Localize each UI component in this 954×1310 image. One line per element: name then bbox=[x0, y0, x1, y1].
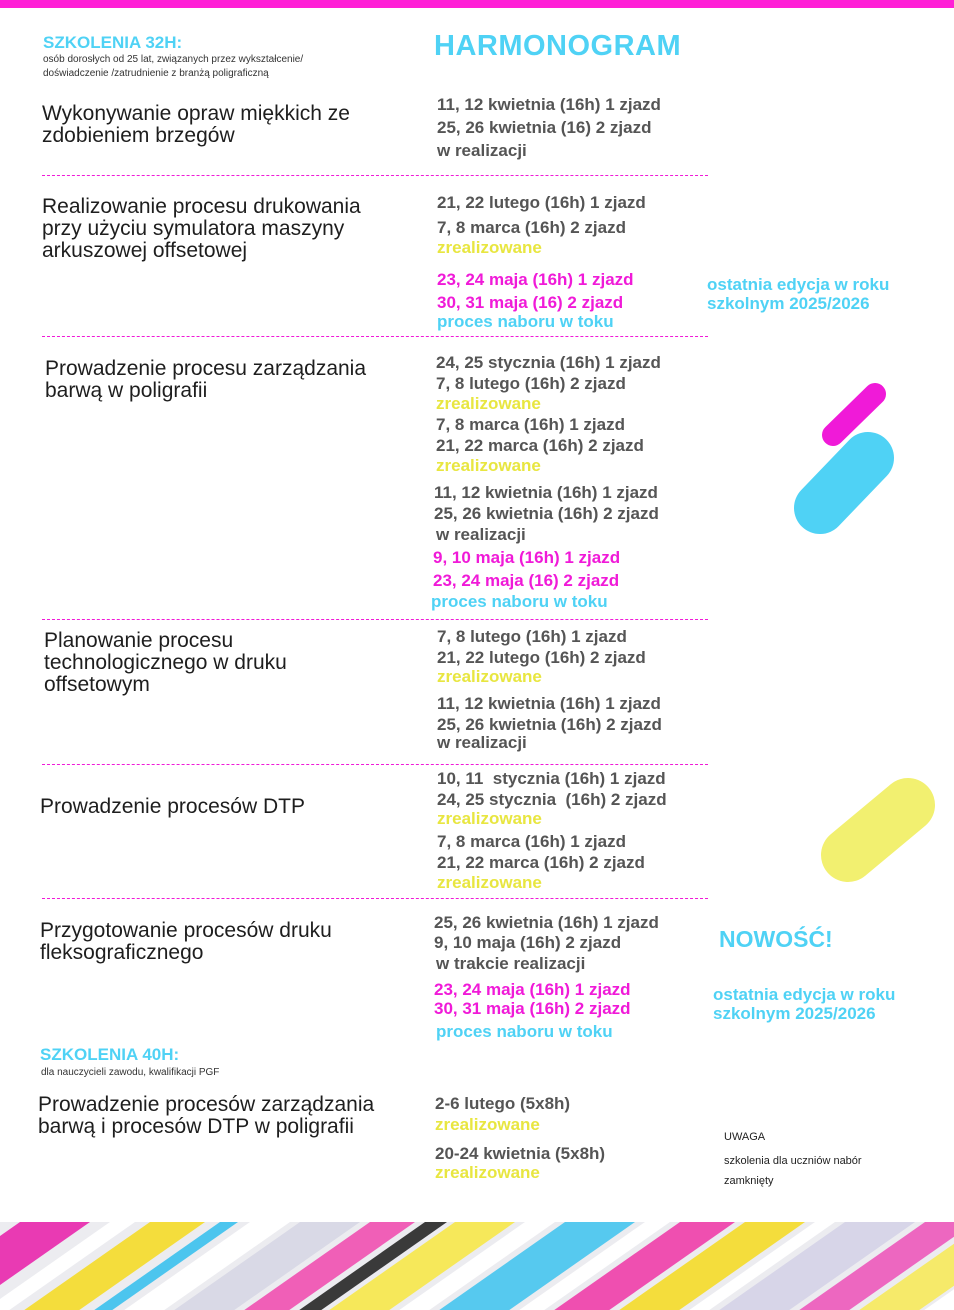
section-divider bbox=[42, 898, 708, 899]
course-schedule bbox=[435, 1093, 605, 1183]
course-schedule bbox=[431, 352, 661, 612]
schedule-status: zrealizowane bbox=[437, 873, 542, 892]
section-divider bbox=[42, 764, 708, 765]
schedule-status: zrealizowane bbox=[437, 667, 542, 686]
schedule-status: zrealizowane bbox=[436, 394, 541, 413]
course-title: Przygotowanie procesów druku fleksograficznego bbox=[40, 919, 332, 964]
schedule-line: 9, 10 maja (16h) 1 zjazd bbox=[433, 548, 621, 567]
course-title: Prowadzenie procesów zarządzania barwą i procesów DTP w poligrafii bbox=[38, 1093, 375, 1138]
schedule-line: 23, 24 maja (16) 2 zjazd bbox=[433, 571, 620, 590]
last-edition-note: ostatnia edycja w roku szkolnym 2025/2026 bbox=[713, 985, 896, 1023]
section-divider bbox=[42, 175, 708, 176]
notice-text: szkolenia dla uczniów nabór zamknięty bbox=[724, 1155, 862, 1187]
section-40h-description: dla nauczycieli zawodu, kwalifikacji PGF bbox=[41, 1067, 220, 1078]
schedule-status: proces naboru w toku bbox=[437, 312, 614, 331]
schedule-line: 7, 8 lutego (16h) 1 zjazd bbox=[437, 627, 627, 646]
schedule-line: 25, 26 kwietnia (16) 2 zjazd bbox=[437, 118, 652, 137]
schedule-line: 21, 22 lutego (16h) 1 zjazd bbox=[437, 193, 646, 212]
schedule-line: 10, 11 stycznia (16h) 1 zjazd bbox=[437, 769, 666, 788]
section-32h-title: SZKOLENIA 32H: bbox=[43, 33, 183, 52]
schedule-line: 23, 24 maja (16h) 1 zjazd bbox=[434, 980, 631, 999]
schedule-status: zrealizowane bbox=[437, 238, 542, 257]
section-40h-title: SZKOLENIA 40H: bbox=[40, 1045, 180, 1064]
page-title: HARMONOGRAM bbox=[434, 30, 682, 62]
schedule-line: 24, 25 stycznia (16h) 1 zjazd bbox=[436, 353, 661, 372]
schedule-status: w realizacji bbox=[437, 141, 527, 160]
top-accent-bar bbox=[0, 0, 954, 8]
section-divider bbox=[42, 336, 708, 337]
schedule-line: 7, 8 lutego (16h) 2 zjazd bbox=[436, 374, 626, 393]
section-divider bbox=[42, 619, 708, 620]
schedule-status: zrealizowane bbox=[435, 1115, 540, 1134]
schedule-line: 24, 25 stycznia (16h) 2 zjazd bbox=[437, 790, 667, 809]
course-schedule bbox=[437, 192, 646, 332]
schedule-status: w realizacji bbox=[437, 733, 527, 752]
schedule-line: 11, 12 kwietnia (16h) 1 zjazd bbox=[437, 95, 661, 114]
schedule-line: 7, 8 marca (16h) 1 zjazd bbox=[436, 415, 625, 434]
schedule-line: 20-24 kwietnia (5x8h) bbox=[435, 1144, 606, 1163]
new-badge: NOWOŚĆ! bbox=[719, 926, 833, 952]
course-title: Wykonywanie opraw miękkich ze zdobieniem brzegów bbox=[42, 102, 350, 147]
schedule-status: zrealizowane bbox=[436, 456, 541, 475]
last-edition-note: ostatnia edycja w roku szkolnym 2025/2026 bbox=[707, 275, 890, 313]
schedule-status: proces naboru w toku bbox=[436, 1022, 613, 1041]
schedule-line: 25, 26 kwietnia (16h) 2 zjazd bbox=[434, 504, 659, 523]
footer-decoration bbox=[0, 1222, 954, 1310]
schedule-line: 21, 22 lutego (16h) 2 zjazd bbox=[437, 648, 646, 667]
schedule-line: 30, 31 maja (16h) 2 zjazd bbox=[434, 999, 631, 1018]
course-title: Planowanie procesu technologicznego w druku offsetowym bbox=[44, 629, 287, 696]
decorative-pills bbox=[780, 370, 954, 910]
course-schedule bbox=[437, 768, 667, 893]
section-32h-description: osób dorosłych od 25 lat, związanych przez wykształcenie/ doświadczenie /zatrudnienie z branżą poligraficzną bbox=[43, 54, 304, 79]
schedule-line: 25, 26 kwietnia (16h) 1 zjazd bbox=[434, 913, 659, 932]
course-title: Prowadzenie procesów DTP bbox=[40, 795, 305, 818]
course-schedule bbox=[437, 94, 661, 161]
course-schedule bbox=[437, 626, 662, 753]
schedule-status: zrealizowane bbox=[437, 809, 542, 828]
schedule-line: 25, 26 kwietnia (16h) 2 zjazd bbox=[437, 715, 662, 734]
footer-stripes bbox=[0, 1222, 954, 1310]
schedule-line: 21, 22 marca (16h) 2 zjazd bbox=[437, 853, 645, 872]
schedule-status: w realizacji bbox=[436, 525, 526, 544]
schedule-status: zrealizowane bbox=[435, 1163, 540, 1182]
schedule-line: 11, 12 kwietnia (16h) 1 zjazd bbox=[434, 483, 658, 502]
schedule-line: 30, 31 maja (16) 2 zjazd bbox=[437, 293, 624, 312]
course-title: Prowadzenie procesu zarządzania barwą w poligrafii bbox=[45, 357, 367, 402]
notice-label: UWAGA bbox=[724, 1131, 766, 1143]
course-schedule bbox=[434, 912, 659, 1042]
schedule-line: 7, 8 marca (16h) 1 zjazd bbox=[437, 832, 626, 851]
course-title: Realizowanie procesu drukowania przy użyciu symulatora maszyny arkuszowej offsetowej bbox=[42, 195, 361, 262]
schedule-line: 21, 22 marca (16h) 2 zjazd bbox=[436, 436, 644, 455]
schedule-line: 23, 24 maja (16h) 1 zjazd bbox=[437, 270, 634, 289]
schedule-status: w trakcie realizacji bbox=[436, 954, 586, 973]
schedule-line: 9, 10 maja (16h) 2 zjazd bbox=[434, 933, 622, 952]
schedule-line: 2-6 lutego (5x8h) bbox=[435, 1094, 571, 1113]
schedule-line: 7, 8 marca (16h) 2 zjazd bbox=[437, 218, 626, 237]
schedule-status: proces naboru w toku bbox=[431, 592, 608, 611]
schedule-line: 11, 12 kwietnia (16h) 1 zjazd bbox=[437, 694, 661, 713]
